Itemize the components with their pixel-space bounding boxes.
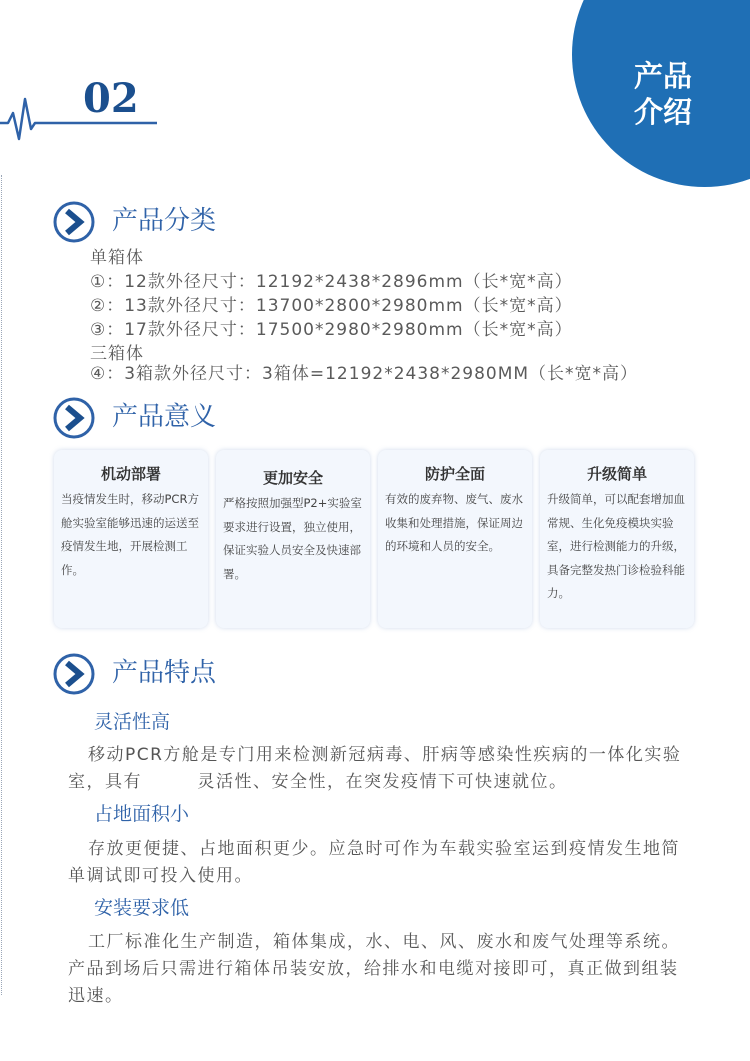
classification-line: 三箱体 <box>90 344 144 364</box>
chevron-circle-icon <box>52 396 96 440</box>
corner-title-line2: 介绍 <box>633 95 692 129</box>
feature-body: 工厂标准化生产制造，箱体集成，水、电、风、废水和废气处理等系统。产品到场后只需进行箱体吊装安放，给排水和电缆对接即可，真正做到组装迅速。 <box>68 932 680 1006</box>
feature-heading: 安装要求低 <box>94 897 190 919</box>
significance-card <box>540 450 694 628</box>
feature-heading: 灵活性高 <box>94 711 171 733</box>
significance-card <box>216 450 370 628</box>
left-dotted-border <box>1 175 2 995</box>
card-body: 严格按照加强型P2+实验室要求进行设置，独立使用，保证实验人员安全及快速部署。 <box>223 496 362 581</box>
corner-title <box>628 58 698 130</box>
chevron-circle-icon <box>52 652 96 696</box>
card-title: 防护全面 <box>424 465 485 483</box>
classification-line: ②：13款外径尺寸：13700*2800*2980mm（长*宽*高） <box>90 296 573 316</box>
feature-body: 存放更便捷、占地面积更少。应急时可作为车载实验室运到疫情发生地简单调试即可投入使用。 <box>68 839 680 886</box>
section-title-features: 产品特点 <box>112 658 217 688</box>
feature-body: 移动PCR方舱是专门用来检测新冠病毒、肝病等感染性疾病的一体化实验室，具有 灵活性、安全性，在突发疫情下可快速就位。 <box>68 745 682 792</box>
significance-card <box>378 450 532 628</box>
classification-line: 单箱体 <box>90 248 144 268</box>
corner-title-line1: 产品 <box>633 59 692 93</box>
classification-line: ③：17款外径尺寸：17500*2980*2980mm（长*宽*高） <box>90 320 573 340</box>
section-title-classification: 产品分类 <box>112 206 217 236</box>
card-title: 更加安全 <box>262 469 323 487</box>
card-title: 机动部署 <box>100 465 161 483</box>
classification-line: ④：3箱款外径尺寸：3箱体=12192*2438*2980MM（长*宽*高） <box>90 364 639 384</box>
page-number: 02 <box>83 75 139 122</box>
section-title-significance: 产品意义 <box>112 402 217 432</box>
card-body: 升级简单，可以配套增加血常规、生化免疫模块实验室，进行检测能力的升级，具备完整发热门诊检验科能力。 <box>547 492 685 600</box>
pulse-line-icon <box>0 95 160 145</box>
card-body: 有效的废弃物、废气、废水收集和处理措施，保证周边的环境和人员的安全。 <box>385 492 523 553</box>
feature-heading: 占地面积小 <box>94 803 190 825</box>
chevron-circle-icon <box>52 200 96 244</box>
card-title: 升级简单 <box>586 465 647 483</box>
classification-line: ①：12款外径尺寸：12192*2438*2896mm（长*宽*高） <box>90 272 573 292</box>
card-body: 当疫情发生时，移动PCR方舱实验室能够迅速的运送至疫情发生地，开展检测工作。 <box>61 492 199 577</box>
significance-card <box>54 450 208 628</box>
